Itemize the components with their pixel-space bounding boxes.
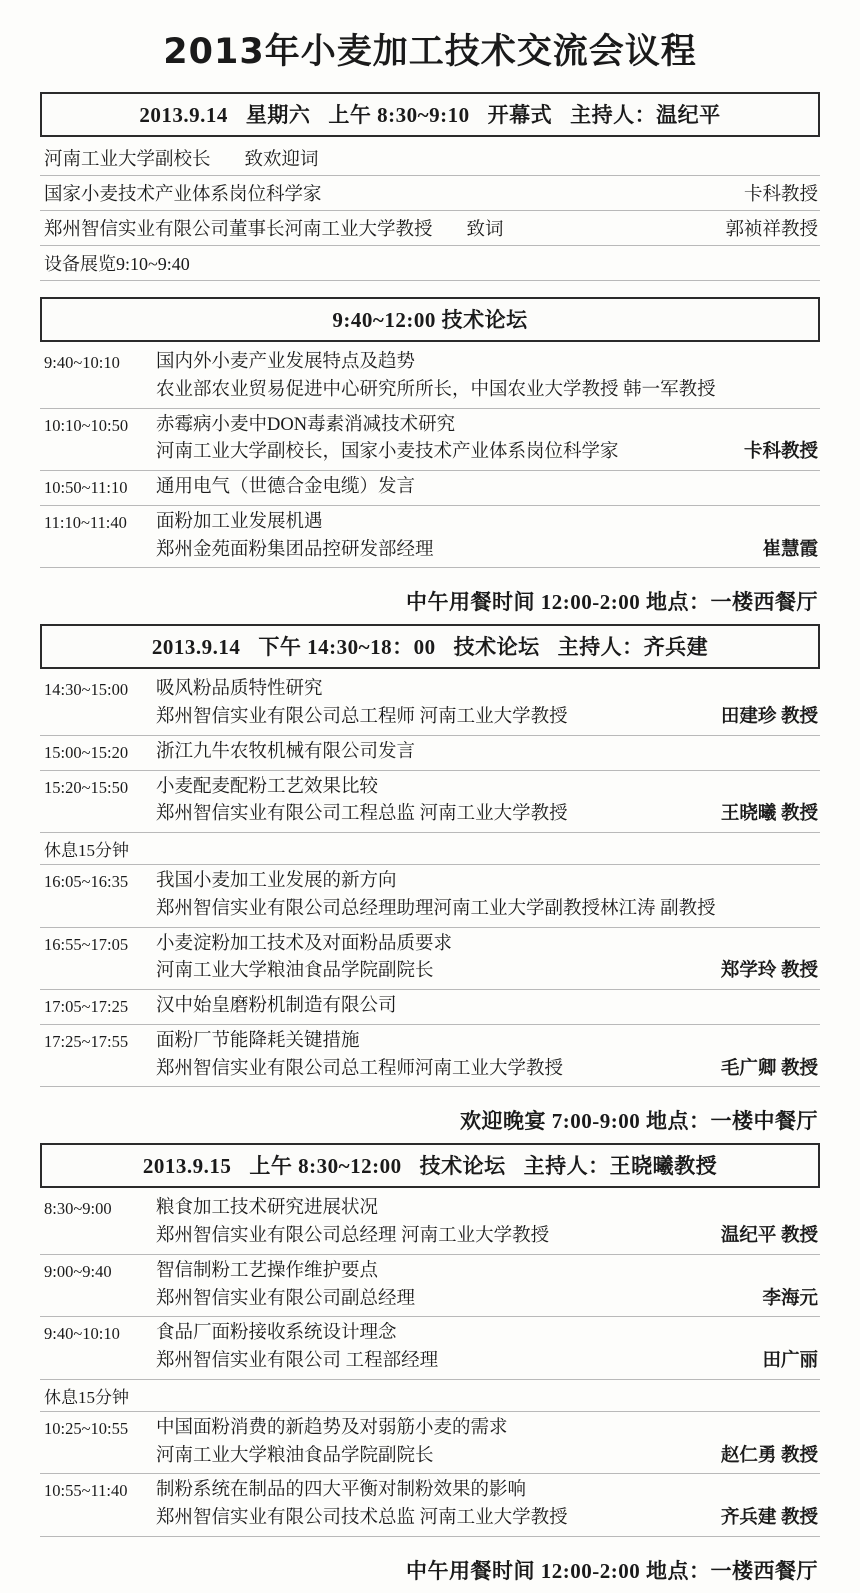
agenda-item <box>40 1317 820 1380</box>
session-host: 齐兵建 <box>643 635 709 660</box>
agenda-topic: 智信制粉工艺操作维护要点 <box>156 1260 379 1281</box>
agenda-item <box>40 1255 820 1318</box>
agenda-speaker: 郑州智信实业有限公司总经理助理河南工业大学副教授林江涛 副教授 <box>156 898 716 919</box>
agenda-body <box>156 1477 818 1533</box>
agenda-person: 齐兵建 教授 <box>720 1508 818 1528</box>
agenda-body <box>156 931 818 987</box>
session-host: 温纪平 <box>656 103 721 127</box>
banquet-note: 欢迎晚宴 7:00-9:00 地点：一楼中餐厅 <box>460 1109 818 1134</box>
agenda-person: 李海元 <box>762 1288 818 1309</box>
agenda-topic: 小麦淀粉加工技术及对面粉品质要求 <box>156 933 453 954</box>
table-row <box>40 211 820 246</box>
agenda-time: 10:25~10:55 <box>44 1418 129 1438</box>
table-row <box>40 176 820 211</box>
agenda-topic: 食品厂面粉接收系统设计理念 <box>156 1323 397 1344</box>
row-text: 郑州智信实业有限公司董事长河南工业大学教授 致词 <box>44 220 504 240</box>
agenda-person: 崔慧霞 <box>762 539 818 560</box>
agenda-topic: 我国小麦加工业发展的新方向 <box>156 871 397 891</box>
session-date: 2013.9.14 <box>139 103 228 127</box>
agenda-person: 毛广卿 教授 <box>720 1058 818 1079</box>
agenda-time: 17:05~17:25 <box>44 997 129 1016</box>
agenda-time: 10:55~11:40 <box>44 1481 128 1501</box>
agenda-speaker: 河南工业大学副校长，国家小麦技术产业体系岗位科学家 <box>156 442 619 463</box>
agenda-time: 9:00~9:40 <box>44 1261 112 1281</box>
session-date: 2013.9.15 <box>142 1154 232 1179</box>
session-header-afternoon <box>40 624 820 669</box>
agenda-time: 11:10~11:40 <box>44 512 127 532</box>
morning-forum-items <box>40 346 820 568</box>
afternoon-forum-items <box>40 673 820 1087</box>
agenda-topic: 小麦配麦配粉工艺效果比较 <box>156 776 379 797</box>
agenda-person: 田广丽 <box>762 1351 818 1371</box>
agenda-item <box>40 990 820 1025</box>
agenda-body <box>156 349 818 405</box>
session-kind: 技术论坛 <box>419 1154 506 1179</box>
opening-rows <box>40 141 820 281</box>
session-period: 上午 <box>328 103 372 127</box>
agenda-person: 温纪平 教授 <box>720 1226 818 1246</box>
session-time: 8:30~12:00 <box>298 1154 402 1179</box>
agenda-time: 16:05~16:35 <box>44 872 129 891</box>
agenda-item <box>40 928 820 991</box>
agenda-speaker: 河南工业大学粮油食品学院副院长 <box>156 961 434 982</box>
session-weekday: 星期六 <box>245 103 311 127</box>
agenda-body <box>156 1258 818 1314</box>
agenda-topic: 汉中始皇磨粉机制造有限公司 <box>156 996 397 1016</box>
session-host-label: 主持人： <box>570 103 657 127</box>
agenda-speaker: 郑州智信实业有限公司总经理 河南工业大学教授 <box>156 1226 550 1246</box>
agenda-body <box>156 412 818 468</box>
session-host: 王晓曦教授 <box>609 1154 718 1179</box>
break-note: 休息15分钟 <box>40 833 820 865</box>
agenda-body <box>156 509 818 565</box>
agenda-speaker: 郑州智信实业有限公司副总经理 <box>156 1288 416 1309</box>
session-date: 2013.9.14 <box>151 635 241 660</box>
page-title: 2013年小麦加工技术交流会议程 <box>163 32 697 72</box>
agenda-time: 15:00~15:20 <box>44 742 129 762</box>
agenda-time: 8:30~9:00 <box>44 1199 112 1219</box>
lunch-note-day2: 中午用餐时间 12:00-2:00 地点：一楼西餐厅 <box>406 1558 818 1583</box>
break-note: 休息15分钟 <box>40 1380 820 1412</box>
table-row <box>40 141 820 176</box>
agenda-body <box>156 676 818 732</box>
agenda-time: 17:25~17:55 <box>44 1031 129 1051</box>
agenda-topic: 浙江九牛农牧机械有限公司发言 <box>156 741 416 762</box>
row-text: 河南工业大学副校长 致欢迎词 <box>44 150 319 170</box>
agenda-item <box>40 1412 820 1475</box>
agenda-person: 郑学玲 教授 <box>720 961 818 982</box>
agenda-speaker: 郑州智信实业有限公司总工程师河南工业大学教授 <box>156 1058 564 1079</box>
agenda-body <box>156 868 818 924</box>
session-period: 下午 <box>258 635 302 660</box>
agenda-item <box>40 736 820 771</box>
agenda-speaker: 郑州智信实业有限公司总工程师 河南工业大学教授 <box>156 707 568 727</box>
agenda-topic: 通用电气（世德合金电缆）发言 <box>156 477 416 497</box>
agenda-time: 9:40~10:10 <box>44 353 120 372</box>
agenda-body <box>156 774 818 830</box>
row-person: 郭祯祥教授 <box>725 220 818 240</box>
agenda-item <box>40 506 820 569</box>
row-text: 国家小麦技术产业体系岗位科学家 <box>44 185 322 205</box>
agenda-speaker: 郑州智信实业有限公司技术总监 河南工业大学教授 <box>156 1508 568 1528</box>
agenda-item <box>40 471 820 506</box>
agenda-body <box>156 993 818 1021</box>
agenda-item <box>40 865 820 928</box>
session-kind: 开幕式 <box>487 103 553 127</box>
session-kind: 技术论坛 <box>453 635 540 660</box>
agenda-topic: 吸风粉品质特性研究 <box>156 679 323 700</box>
row-person: 卡科教授 <box>743 185 818 205</box>
session-time: 8:30~9:10 <box>377 103 470 127</box>
agenda-time: 10:50~11:10 <box>44 478 128 497</box>
agenda-person: 卡科教授 <box>743 442 818 463</box>
session-time: 14:30~18：00 <box>307 635 436 660</box>
agenda-speaker: 郑州金苑面粉集团品控研发部经理 <box>156 539 434 560</box>
agenda-time: 10:10~10:50 <box>44 415 129 435</box>
session-header-day2 <box>40 1143 820 1188</box>
agenda-item <box>40 1192 820 1255</box>
agenda-time: 15:20~15:50 <box>44 777 129 797</box>
session-header-morning-forum: 9:40~12:00 技术论坛 <box>40 297 820 342</box>
agenda-topic: 面粉加工业发展机遇 <box>156 511 323 532</box>
agenda-person: 赵仁勇 教授 <box>720 1445 818 1466</box>
agenda-body <box>156 1195 818 1251</box>
agenda-speaker: 农业部农业贸易促进中心研究所所长，中国农业大学教授 韩一军教授 <box>156 379 716 400</box>
agenda-topic: 粮食加工技术研究进展状况 <box>156 1198 379 1219</box>
agenda-speaker: 郑州智信实业有限公司 工程部经理 <box>156 1351 439 1371</box>
agenda-topic: 赤霉病小麦中DON毒素消减技术研究 <box>156 414 456 435</box>
agenda-speaker: 郑州智信实业有限公司工程总监 河南工业大学教授 <box>156 804 568 825</box>
agenda-item <box>40 771 820 834</box>
agenda-item <box>40 346 820 409</box>
agenda-speaker: 河南工业大学粮油食品学院副院长 <box>156 1445 434 1466</box>
exhibition-note: 设备展览9:10~9:40 <box>40 246 820 281</box>
session-host-label: 主持人： <box>523 1154 610 1179</box>
agenda-item <box>40 673 820 736</box>
agenda-time: 16:55~17:05 <box>44 934 129 954</box>
session-period: 上午 <box>249 1154 293 1179</box>
agenda-body <box>156 474 818 502</box>
agenda-time: 9:40~10:10 <box>44 1324 120 1344</box>
day2-forum-items <box>40 1192 820 1537</box>
agenda-body <box>156 1320 818 1376</box>
agenda-topic: 面粉厂节能降耗关键措施 <box>156 1030 360 1051</box>
agenda-person: 王晓曦 教授 <box>720 804 818 825</box>
session-host-label: 主持人： <box>557 635 644 660</box>
agenda-body <box>156 739 818 767</box>
agenda-time: 14:30~15:00 <box>44 680 129 700</box>
agenda-person: 田建珍 教授 <box>720 707 818 727</box>
agenda-topic: 中国面粉消费的新趋势及对弱筋小麦的需求 <box>156 1417 508 1438</box>
agenda-topic: 国内外小麦产业发展特点及趋势 <box>156 352 416 372</box>
agenda-item <box>40 409 820 472</box>
lunch-note-morning: 中午用餐时间 12:00-2:00 地点：一楼西餐厅 <box>406 590 818 615</box>
agenda-body <box>156 1415 818 1471</box>
agenda-item <box>40 1025 820 1088</box>
agenda-item <box>40 1474 820 1537</box>
agenda-topic: 制粉系统在制品的四大平衡对制粉效果的影响 <box>156 1480 527 1501</box>
agenda-body <box>156 1028 818 1084</box>
session-header-opening <box>40 92 820 137</box>
